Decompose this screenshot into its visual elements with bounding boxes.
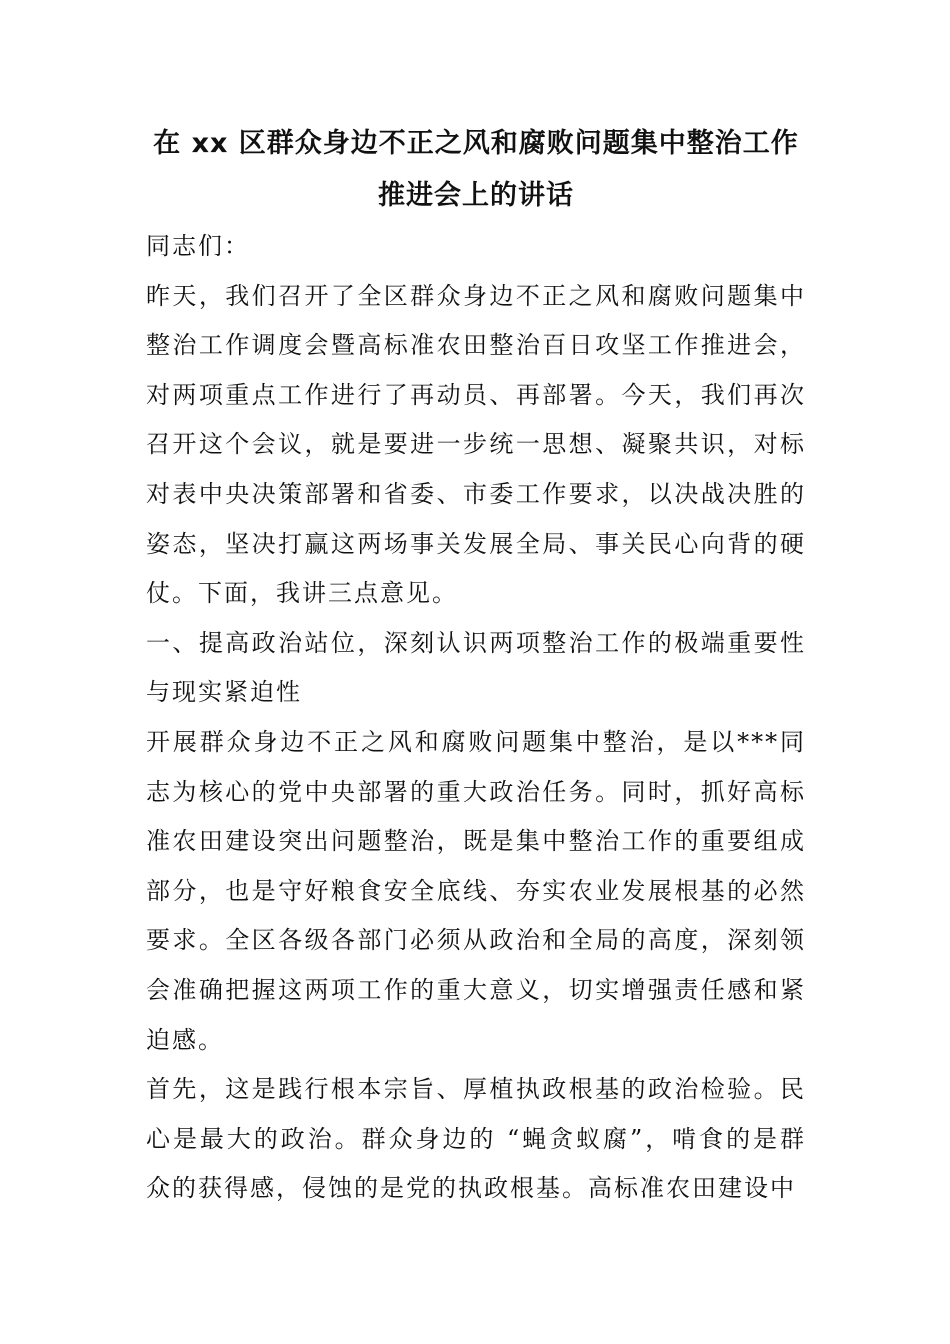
document-title: [146, 118, 806, 222]
title-line-1: 在 xx 区群众身边不正之风和腐败问题集中整治工作: [153, 128, 799, 159]
salutation: 同志们：: [146, 232, 250, 260]
paragraph-intro: 昨天，我们召开了全区群众身边不正之风和腐败问题集中整治工作调度会暨高标准农田整治百日攻坚工作推进会，对两项重点工作进行了再动员、再部署。今天，我们再次召开这个会议，就是要进一步统一思想、凝聚共识，对标对表中央决策部署和省委、市委工作要求，以决战决胜的姿态，坚决打赢这两场事关发展全局、事关民心向背的硬仗。下面，我讲三点意见。: [146, 281, 806, 608]
document-page: [146, 118, 806, 1214]
section-heading-1: 一、提高政治站位，深刻认识两项整治工作的极端重要性与现实紧迫性: [146, 628, 806, 707]
paragraph-first-point: 首先，这是践行根本宗旨、厚植执政根基的政治检验。民心是最大的政治。群众身边的 “蝇贪蚁腐”，啃食的是群众的获得感，侵蚀的是党的执政根基。高标准农田建设中: [146, 1075, 806, 1203]
title-line-2: 推进会上的讲话: [378, 180, 574, 211]
paragraph-section-1: 开展群众身边不正之风和腐败问题集中整治，是以***同志为核心的党中央部署的重大政治任务。同时，抓好高标准农田建设突出问题整治，既是集中整治工作的重要组成部分，也是守好粮食安全底线、夯实农业发展根基的必然要求。全区各级各部门必须从政治和全局的高度，深刻领会准确把握这两项工作的重大意义，切实增强责任感和紧迫感。: [146, 727, 806, 1054]
